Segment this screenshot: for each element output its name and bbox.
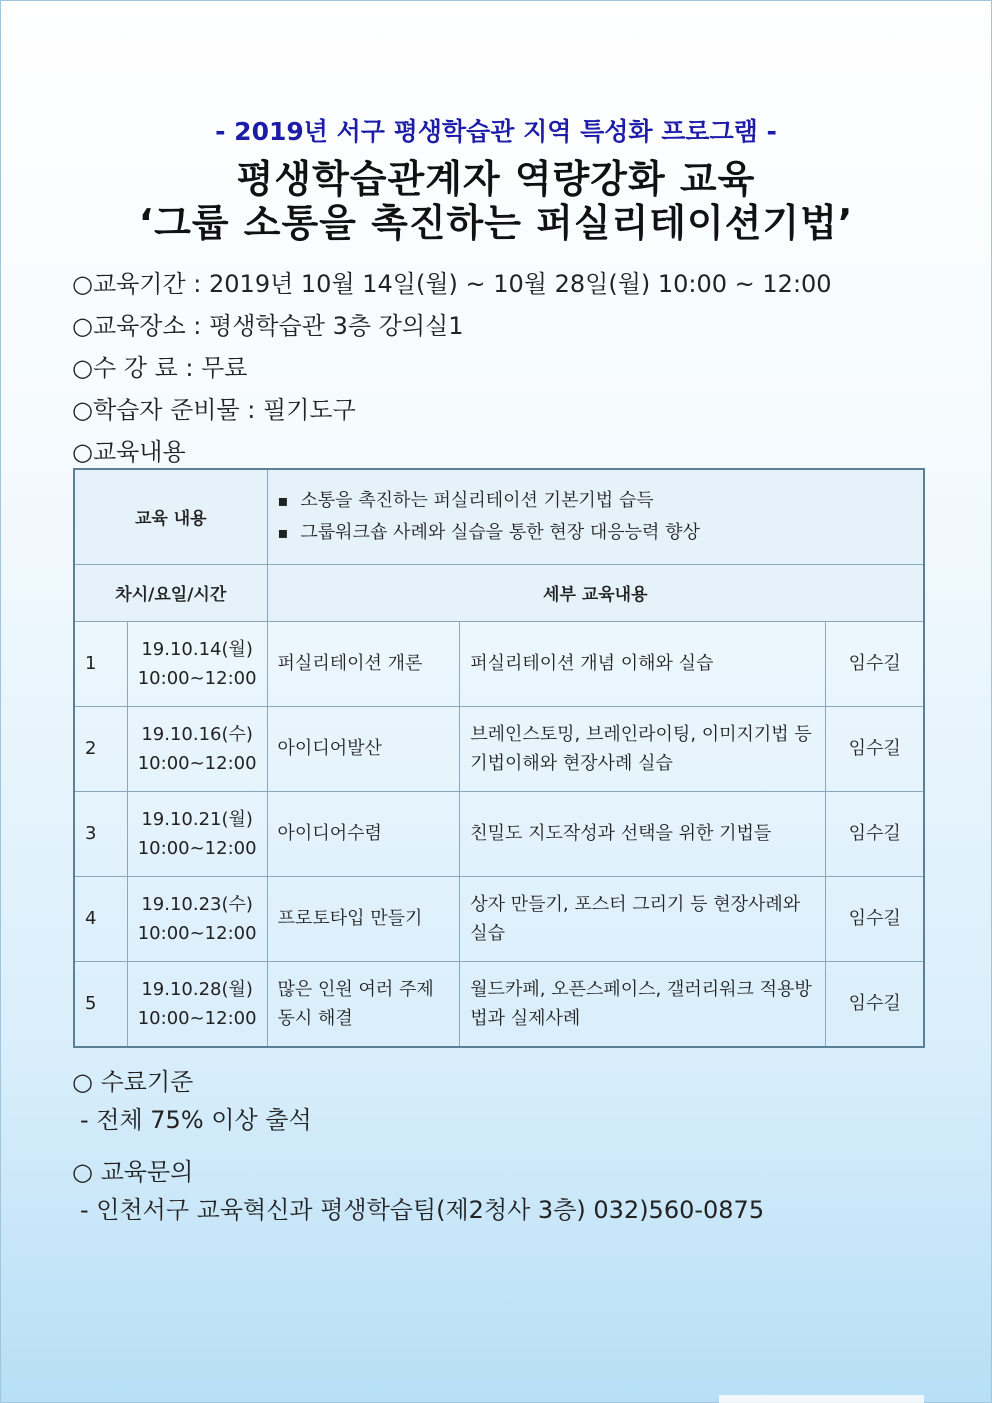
- program-subtitle: - 2019년 서구 평생학습관 지역 특성화 프로그램 -: [215, 117, 777, 146]
- info-period: ○교육기간 : 2019년 10월 14일(월) ~ 10월 28일(월) 10:00 ~ 12:00: [72, 270, 832, 298]
- inquiry-text: - 인천서구 교육혁신과 평생학습팀(제2청사 3층) 032)560-0875: [80, 1196, 765, 1224]
- info-fee: ○수 강 료 : 무료: [72, 354, 248, 382]
- session-instructor: 임수길: [826, 621, 924, 706]
- info-content: ○교육내용: [72, 438, 186, 466]
- session-date: 19.10.16(수): [141, 723, 253, 745]
- session-detail: 퍼실리테이션 개념 이해와 실습: [460, 621, 826, 706]
- corner-strip: [719, 1395, 924, 1403]
- inquiry-title: ○ 교육문의: [72, 1158, 194, 1186]
- session-time: 10:00~12:00: [137, 752, 257, 774]
- title-line-1: 평생학습관계자 역량강화 교육: [236, 157, 756, 201]
- title-line-2: ‘그룹 소통을 촉진하는 퍼실리테이션기법’: [138, 201, 854, 245]
- session-detail: 월드카페, 오픈스페이스, 갤러리워크 적용방법과 실제사례: [460, 961, 826, 1047]
- session-instructor: 임수길: [826, 706, 924, 791]
- table-row: [74, 706, 924, 791]
- completion-title: ○ 수료기준: [72, 1068, 194, 1096]
- session-instructor: 임수길: [826, 791, 924, 876]
- info-materials: ○학습자 준비물 : 필기도구: [72, 396, 356, 424]
- session-topic: 프로토타입 만들기: [267, 876, 460, 961]
- info-place: ○교육장소 : 평생학습관 3층 강의실1: [72, 312, 464, 340]
- session-topic: 많은 인원 여러 주제 동시 해결: [267, 961, 460, 1047]
- session-date: 19.10.23(수): [141, 893, 253, 915]
- session-topic: 아이디어수렴: [267, 791, 460, 876]
- completion-text: - 전체 75% 이상 출석: [80, 1106, 312, 1134]
- table-row: [74, 876, 924, 961]
- session-number: 1: [74, 621, 127, 706]
- session-datetime: [127, 961, 267, 1047]
- table-row: [74, 791, 924, 876]
- header-row: [74, 564, 924, 621]
- table-row: [74, 621, 924, 706]
- session-datetime: [127, 791, 267, 876]
- session-date: 19.10.21(월): [141, 808, 253, 830]
- session-detail: 상자 만들기, 포스터 그리기 등 현장사례와 실습: [460, 876, 826, 961]
- col-schedule-header: 차시/요일/시간: [74, 564, 267, 621]
- content-row: [74, 469, 924, 564]
- session-instructor: 임수길: [826, 876, 924, 961]
- session-date: 19.10.14(월): [141, 638, 253, 660]
- content-item: ▪ 그룹워크숍 사례와 실습을 통한 현장 대응능력 향상: [278, 517, 913, 549]
- content-item: ▪ 소통을 촉진하는 퍼실리테이션 기본기법 습득: [278, 485, 913, 517]
- session-topic: 퍼실리테이션 개론: [267, 621, 460, 706]
- session-time: 10:00~12:00: [137, 667, 257, 689]
- session-topic: 아이디어발산: [267, 706, 460, 791]
- session-detail: 친밀도 지도작성과 선택을 위한 기법들: [460, 791, 826, 876]
- session-detail: 브레인스토밍, 브레인라이팅, 이미지기법 등 기법이해와 현장사례 실습: [460, 706, 826, 791]
- content-list: [278, 485, 913, 549]
- session-time: 10:00~12:00: [137, 922, 257, 944]
- session-date: 19.10.28(월): [141, 978, 253, 1000]
- session-number: 2: [74, 706, 127, 791]
- session-time: 10:00~12:00: [137, 1007, 257, 1029]
- table-row: [74, 961, 924, 1047]
- session-datetime: [127, 621, 267, 706]
- session-datetime: [127, 706, 267, 791]
- session-instructor: 임수길: [826, 961, 924, 1047]
- session-number: 4: [74, 876, 127, 961]
- session-datetime: [127, 876, 267, 961]
- session-time: 10:00~12:00: [137, 837, 257, 859]
- schedule-table: [73, 468, 925, 1048]
- content-items-cell: [267, 469, 924, 564]
- col-detail-header: 세부 교육내용: [267, 564, 924, 621]
- content-label: 교육 내용: [74, 469, 267, 564]
- session-number: 5: [74, 961, 127, 1047]
- session-number: 3: [74, 791, 127, 876]
